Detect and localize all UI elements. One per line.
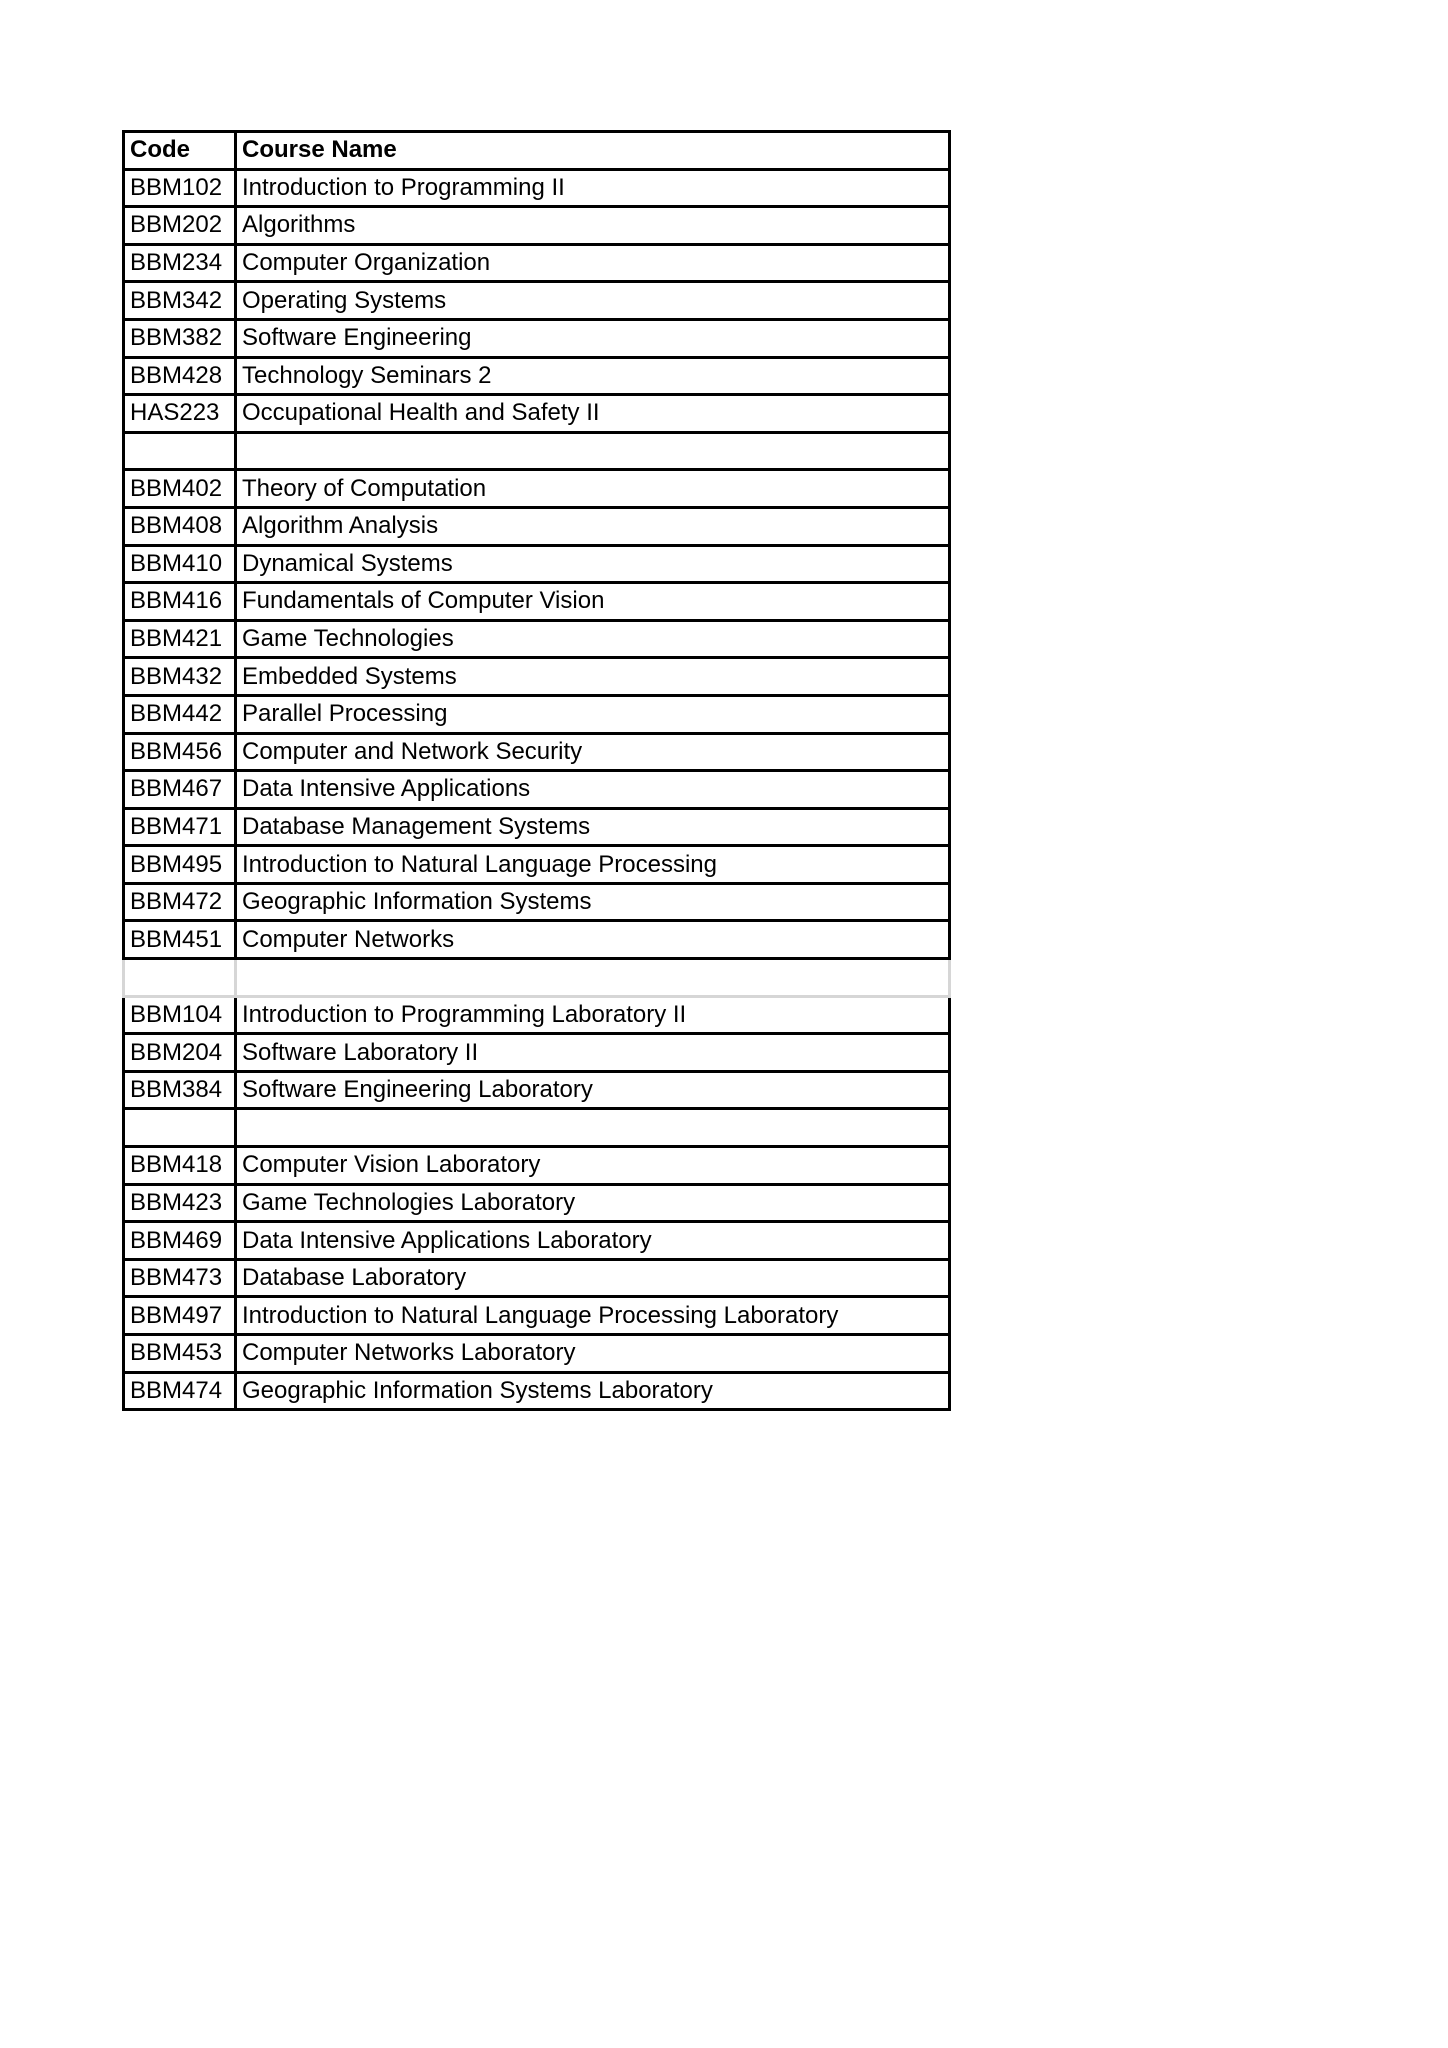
table-row — [124, 395, 950, 433]
course-name-cell: Software Engineering — [236, 319, 950, 357]
table-row — [124, 1335, 950, 1373]
course-name-cell: Software Engineering Laboratory — [236, 1071, 950, 1109]
table-body — [124, 169, 950, 1410]
course-code-cell: BBM342 — [124, 282, 236, 320]
course-code-cell: BBM453 — [124, 1335, 236, 1373]
course-name-cell: Operating Systems — [236, 282, 950, 320]
table-row — [124, 507, 950, 545]
course-name-cell: Computer Networks — [236, 921, 950, 959]
course-name-cell: Introduction to Programming Laboratory II — [236, 996, 950, 1034]
table-row — [124, 357, 950, 395]
course-name-cell: Software Laboratory II — [236, 1034, 950, 1072]
course-code-cell: BBM467 — [124, 771, 236, 809]
course-code-cell: BBM102 — [124, 169, 236, 207]
table-row — [124, 319, 950, 357]
course-name-cell: Algorithms — [236, 207, 950, 245]
course-code-cell: BBM469 — [124, 1222, 236, 1260]
table-row — [124, 1184, 950, 1222]
course-table — [122, 130, 951, 1411]
table-row — [124, 1034, 950, 1072]
course-code-cell: BBM421 — [124, 620, 236, 658]
course-name-cell: Geographic Information Systems — [236, 883, 950, 921]
course-name-cell: Parallel Processing — [236, 695, 950, 733]
table-row — [124, 695, 950, 733]
course-code-cell: BBM402 — [124, 470, 236, 508]
table-header-row — [124, 132, 950, 170]
course-code-cell: BBM104 — [124, 996, 236, 1034]
course-name-cell — [236, 959, 950, 997]
empty-row — [124, 1109, 950, 1147]
table-row — [124, 545, 950, 583]
course-name-cell: Embedded Systems — [236, 658, 950, 696]
table-row — [124, 620, 950, 658]
course-code-cell: BBM382 — [124, 319, 236, 357]
course-name-cell: Algorithm Analysis — [236, 507, 950, 545]
course-name-column-header: Course Name — [236, 132, 950, 170]
course-code-cell: BBM472 — [124, 883, 236, 921]
empty-row — [124, 959, 950, 997]
empty-row — [124, 432, 950, 470]
course-code-cell — [124, 1109, 236, 1147]
course-name-cell: Occupational Health and Safety II — [236, 395, 950, 433]
table-row — [124, 771, 950, 809]
table-row — [124, 1071, 950, 1109]
course-name-cell — [236, 1109, 950, 1147]
course-name-cell: Introduction to Natural Language Processing Laboratory — [236, 1297, 950, 1335]
course-name-cell: Theory of Computation — [236, 470, 950, 508]
course-name-cell: Introduction to Natural Language Processing — [236, 846, 950, 884]
course-name-cell: Computer Networks Laboratory — [236, 1335, 950, 1373]
course-code-cell: BBM428 — [124, 357, 236, 395]
course-code-cell: BBM471 — [124, 808, 236, 846]
table-row — [124, 733, 950, 771]
course-code-cell: BBM416 — [124, 583, 236, 621]
table-row — [124, 658, 950, 696]
table-row — [124, 282, 950, 320]
table-row — [124, 470, 950, 508]
course-code-cell: BBM497 — [124, 1297, 236, 1335]
course-code-cell: BBM432 — [124, 658, 236, 696]
course-name-cell: Database Laboratory — [236, 1259, 950, 1297]
code-column-header: Code — [124, 132, 236, 170]
table-row — [124, 1259, 950, 1297]
course-name-cell: Introduction to Programming II — [236, 169, 950, 207]
table-row — [124, 1372, 950, 1410]
table-row — [124, 808, 950, 846]
course-name-cell: Computer Organization — [236, 244, 950, 282]
course-code-cell: BBM418 — [124, 1147, 236, 1185]
table-row — [124, 207, 950, 245]
course-code-cell: BBM234 — [124, 244, 236, 282]
course-code-cell: BBM474 — [124, 1372, 236, 1410]
course-name-cell: Game Technologies Laboratory — [236, 1184, 950, 1222]
course-code-cell: BBM456 — [124, 733, 236, 771]
course-code-cell: BBM423 — [124, 1184, 236, 1222]
table-row — [124, 1147, 950, 1185]
course-code-cell: BBM408 — [124, 507, 236, 545]
table-row — [124, 244, 950, 282]
course-name-cell: Geographic Information Systems Laboratory — [236, 1372, 950, 1410]
table-row — [124, 169, 950, 207]
course-code-cell: BBM410 — [124, 545, 236, 583]
course-name-cell: Dynamical Systems — [236, 545, 950, 583]
course-code-cell: HAS223 — [124, 395, 236, 433]
course-code-cell — [124, 959, 236, 997]
table-row — [124, 1222, 950, 1260]
course-name-cell: Fundamentals of Computer Vision — [236, 583, 950, 621]
course-code-cell: BBM204 — [124, 1034, 236, 1072]
course-name-cell: Data Intensive Applications — [236, 771, 950, 809]
table-row — [124, 583, 950, 621]
course-name-cell: Database Management Systems — [236, 808, 950, 846]
course-name-cell: Game Technologies — [236, 620, 950, 658]
table-row — [124, 921, 950, 959]
course-code-cell: BBM202 — [124, 207, 236, 245]
table-row — [124, 996, 950, 1034]
course-code-cell: BBM384 — [124, 1071, 236, 1109]
table-row — [124, 846, 950, 884]
course-name-cell — [236, 432, 950, 470]
course-name-cell: Computer and Network Security — [236, 733, 950, 771]
course-name-cell: Computer Vision Laboratory — [236, 1147, 950, 1185]
course-code-cell — [124, 432, 236, 470]
table-row — [124, 883, 950, 921]
table-row — [124, 1297, 950, 1335]
course-code-cell: BBM495 — [124, 846, 236, 884]
course-code-cell: BBM442 — [124, 695, 236, 733]
course-sheet — [122, 130, 948, 1411]
course-code-cell: BBM451 — [124, 921, 236, 959]
course-name-cell: Data Intensive Applications Laboratory — [236, 1222, 950, 1260]
course-code-cell: BBM473 — [124, 1259, 236, 1297]
course-name-cell: Technology Seminars 2 — [236, 357, 950, 395]
